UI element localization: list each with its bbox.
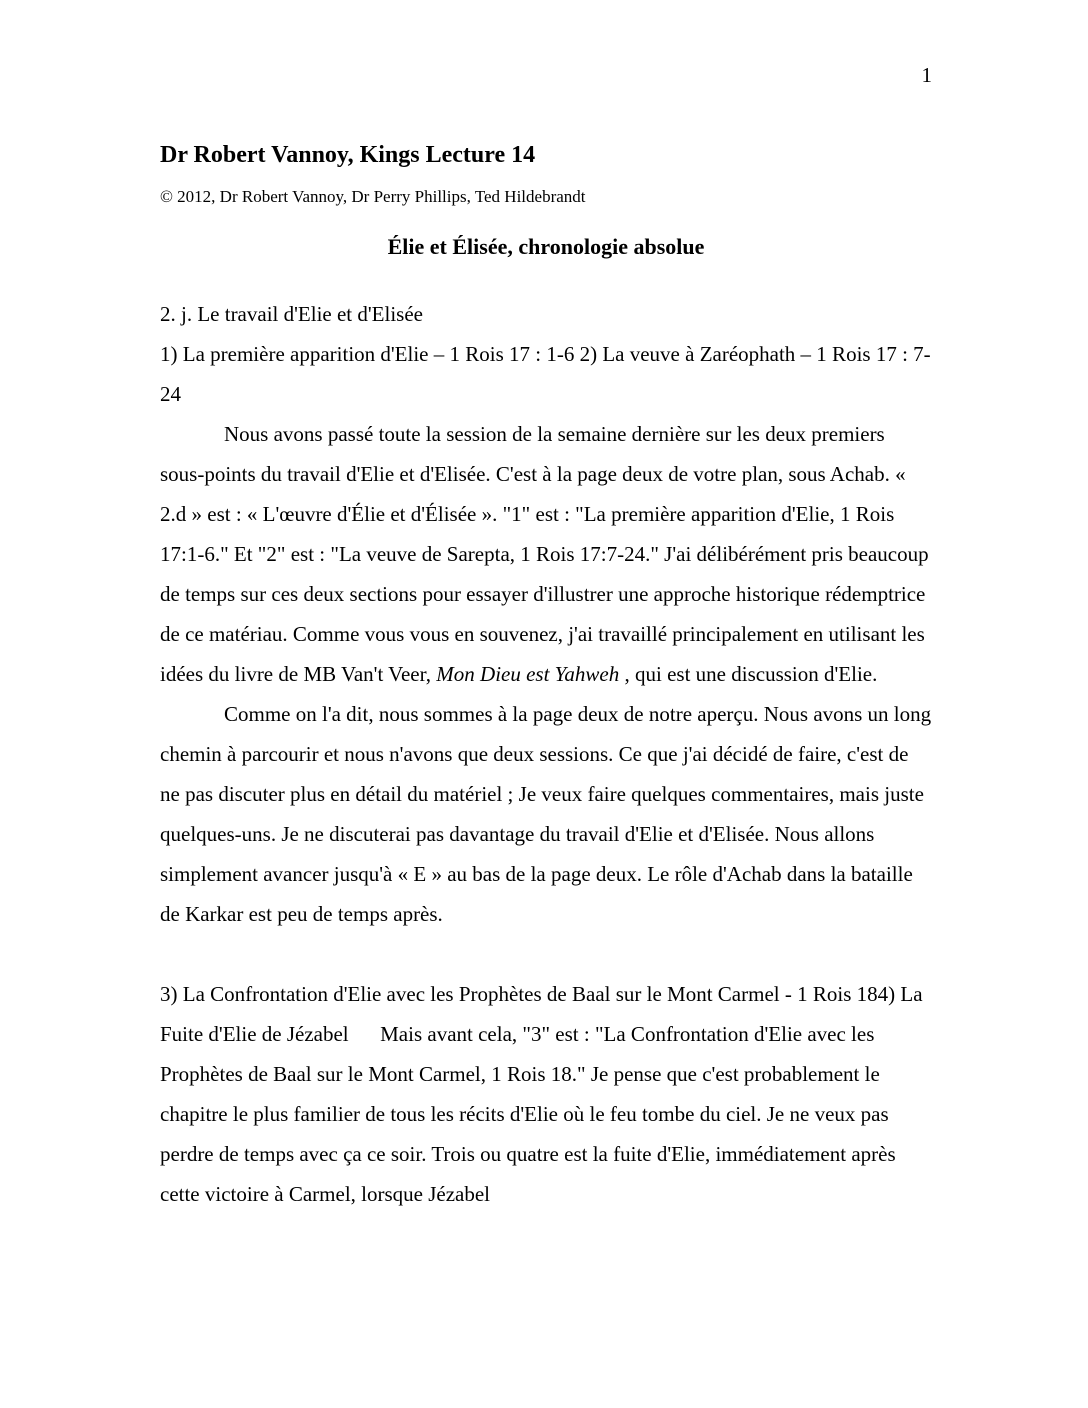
copyright-line: © 2012, Dr Robert Vannoy, Dr Perry Phillips, Ted Hildebrandt	[160, 187, 586, 206]
page-number: 1	[921, 63, 932, 87]
body-paragraph-1-text: Nous avons passé toute la session de la semaine dernière sur les deux premiers sous-points du travail d'Elie et d'Elisée. C'est à la page deux de votre plan, sous Achab. « 2.d » est : « L'œuvre d'Élie et d'Élisée ». "1" est : "La première apparition d'Elie, 1 Rois 17:1-6." Et "2" est : "La veuve de Sarepta, 1 Rois 17:7-24." J'ai délibérément pris beaucoup de temps sur ces deux sections pour essayer d'illustrer une approche historique rédemptrice de ce matériau. Comme vous vous en souvenez, j'ai travaillé principalement en utilisant les idées du livre de MB Van't Veer,	[160, 422, 929, 686]
section-heading: Élie et Élisée, chronologie absolue	[387, 234, 705, 259]
body-paragraph-2: Comme on l'a dit, nous sommes à la page deux de notre aperçu. Nous avons un long chemin à parcourir et nous n'avons que deux sessions. Ce que j'ai décidé de faire, c'est de ne pas discuter plus en détail du matériel ; Je veux faire quelques commentaires, mais juste quelques-uns. Je ne discuterai pas davantage du travail d'Elie et d'Elisée. Nous allons simplement avancer jusqu'à « E » au bas de la page deux. Le rôle d'Achab dans la bataille de Karkar est peu de temps après.	[160, 702, 932, 926]
body-paragraph-1-text-end: , qui est une discussion d'Elie.	[619, 662, 878, 686]
page-content	[160, 140, 932, 1214]
body-paragraph-1	[160, 414, 932, 694]
outline-item-1-2: 1) La première apparition d'Elie – 1 Rois 17 : 1-6 2) La veuve à Zaréophath – 1 Rois 17 : 7-24	[160, 342, 931, 406]
book-title-italic: Mon Dieu est Yahweh	[436, 662, 620, 686]
document-title: Dr Robert Vannoy, Kings Lecture 14	[160, 142, 536, 168]
outline-item-2j: 2. j. Le travail d'Elie et d'Elisée	[160, 302, 423, 326]
body-paragraph-3: 3) La Confrontation d'Elie avec les Prophètes de Baal sur le Mont Carmel - 1 Rois 184) La Fuite d'Elie de Jézabel Mais avant cela, "3" est : "La Confrontation d'Elie avec les Prophètes de Baal sur le Mont Carmel, 1 Rois 18." Je pense que c'est probablement le chapitre le plus familier de tous les récits d'Elie où le feu tombe du ciel. Je ne veux pas perdre de temps avec ça ce soir. Trois ou quatre est la fuite d'Elie, immédiatement après cette victoire à Carmel, lorsque Jézabel	[160, 982, 923, 1206]
